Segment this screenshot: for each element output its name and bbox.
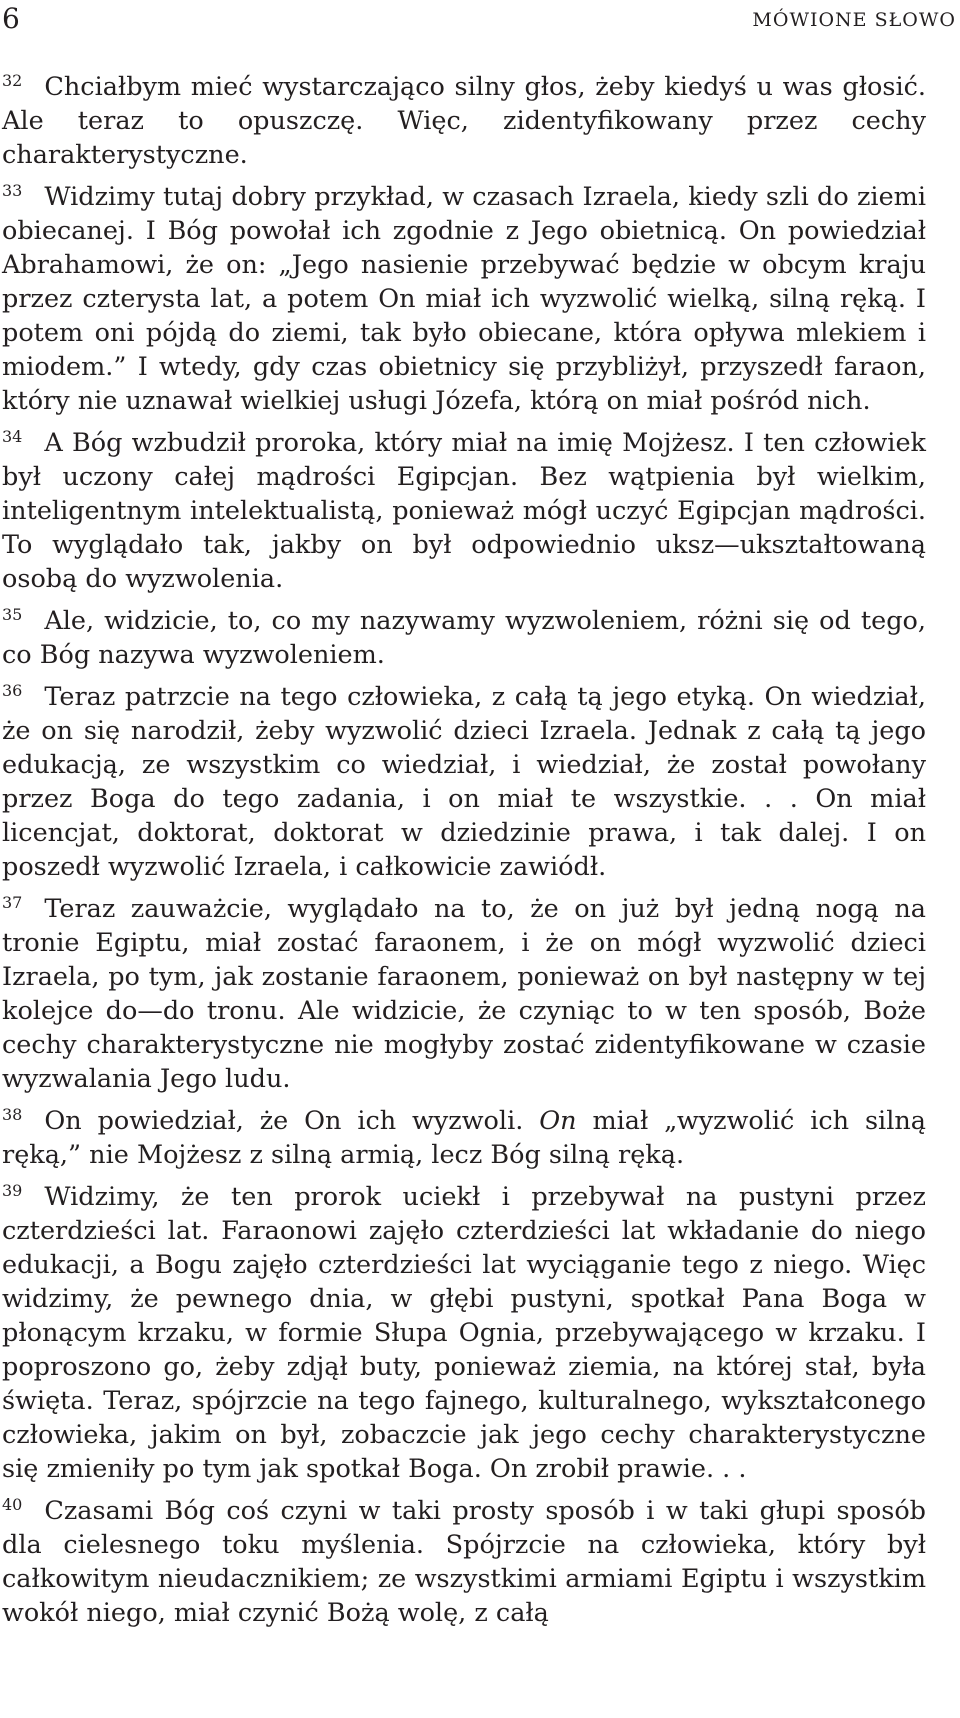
paragraph-40 (2, 1494, 926, 1630)
paragraph-number: 33 (2, 181, 23, 200)
paragraph-number: 39 (2, 1181, 23, 1200)
paragraph-text: Widzimy tutaj dobry przykład, w czasach Izraela, kiedy szli do ziemi obiecanej. I Bóg powołał ich zgodnie z Jego obietnicą. On powiedział Abrahamowi, że on: „Jego nasienie przebywać będzie w obcym kraju przez czterysta lat, a potem On miał ich wyzwolić wielką, silną ręką. I potem oni pójdą do ziemi, tak było obiecane, która opływa mlekiem i miodem.” I wtedy, gdy czas obietnicy się przybliżył, przyszedł faraon, który nie uznawał wielkiej usługi Józefa, którą on miał pośród nich. (2, 182, 926, 416)
paragraph-37 (2, 892, 926, 1096)
paragraph-number: 38 (2, 1105, 23, 1124)
paragraph-text: Teraz zauważcie, wyglądało na to, że on już był jedną nogą na tronie Egiptu, miał zostać faraonem, i że on mógł wyzwolić dzieci Izraela, po tym, jak zostanie faraonem, ponieważ on był następny w tej kolejce do—do tronu. Ale widzicie, że czyniąc to w ten sposób, Boże cechy charakterystyczne nie mogłyby zostać zidentyfikowane w czasie wyzwalania Jego ludu. (2, 894, 926, 1094)
paragraph-emphasis: On (539, 1106, 577, 1136)
paragraph-text-before: On powiedział, że On ich wyzwoli. (44, 1106, 540, 1136)
paragraph-number: 36 (2, 681, 23, 700)
paragraph-text-after: miał „wyzwolić ich silną ręką,” nie Mojżesz z silną armią, lecz Bóg silną ręką. (2, 1106, 926, 1170)
paragraph-34 (2, 426, 926, 596)
body-text (2, 70, 926, 1638)
paragraph-39 (2, 1180, 926, 1486)
running-title: MÓWIONE SŁOWO (752, 9, 956, 31)
page-number: 6 (2, 2, 20, 35)
paragraph-number: 37 (2, 893, 23, 912)
paragraph-text: Czasami Bóg coś czyni w taki prosty sposób i w taki głupi sposób dla cielesnego toku myślenia. Spójrzcie na człowieka, który był całkowitym nieudacznikiem; ze wszystkimi armiami Egiptu i wszystkim wokół niego, miał czynić Bożą wolę, z całą (2, 1496, 926, 1628)
paragraph-number: 40 (2, 1495, 23, 1514)
paragraph-number: 32 (2, 71, 23, 90)
paragraph-number: 34 (2, 427, 23, 446)
paragraph-text: Chciałbym mieć wystarczająco silny głos, żeby kiedyś u was głosić. Ale teraz to opuszczę. Więc, zidentyfikowany przez cechy charakterystyczne. (2, 72, 926, 170)
paragraph-33 (2, 180, 926, 418)
paragraph-32 (2, 70, 926, 172)
paragraph-text: Ale, widzicie, to, co my nazywamy wyzwoleniem, różni się od tego, co Bóg nazywa wyzwoleniem. (2, 606, 926, 670)
paragraph-38 (2, 1104, 926, 1172)
paragraph-text: Teraz patrzcie na tego człowieka, z całą tą jego etyką. On wiedział, że on się narodził, żeby wyzwolić dzieci Izraela. Jednak z całą tą jego edukacją, ze wszystkim co wiedział, i wiedział, że został powołany przez Boga do tego zadania, i on miał te wszystkie. . . On miał licencjat, doktorat, doktorat w dziedzinie prawa, i tak dalej. I on poszedł wyzwolić Izraela, i całkowicie zawiódł. (2, 682, 926, 882)
paragraph-35 (2, 604, 926, 672)
paragraph-number: 35 (2, 605, 23, 624)
paragraph-text: A Bóg wzbudził proroka, który miał na imię Mojżesz. I ten człowiek był uczony całej mądrości Egipcjan. Bez wątpienia był wielkim, inteligentnym intelektualistą, ponieważ mógł uczyć Egipcjan mądrości. To wyglądało tak, jakby on był odpowiednio uksz—ukształtowaną osobą do wyzwolenia. (2, 428, 926, 594)
paragraph-36 (2, 680, 926, 884)
paragraph-text: Widzimy, że ten prorok uciekł i przebywał na pustyni przez czterdzieści lat. Faraonowi zajęło czterdzieści lat wkładanie do niego edukacji, a Bogu zajęło czterdzieści lat wyciąganie tego z niego. Więc widzimy, że pewnego dnia, w głębi pustyni, spotkał Pana Boga w płonącym krzaku, w formie Słupa Ognia, przebywającego w krzaku. I poproszono go, żeby zdjął buty, ponieważ ziemia, na której stał, była święta. Teraz, spójrzcie na tego fajnego, kulturalnego, wykształconego człowieka, jakim on był, zobaczcie jak jego cechy charakterystyczne się zmieniły po tym jak spotkał Boga. On zrobił prawie. . . (2, 1182, 926, 1484)
